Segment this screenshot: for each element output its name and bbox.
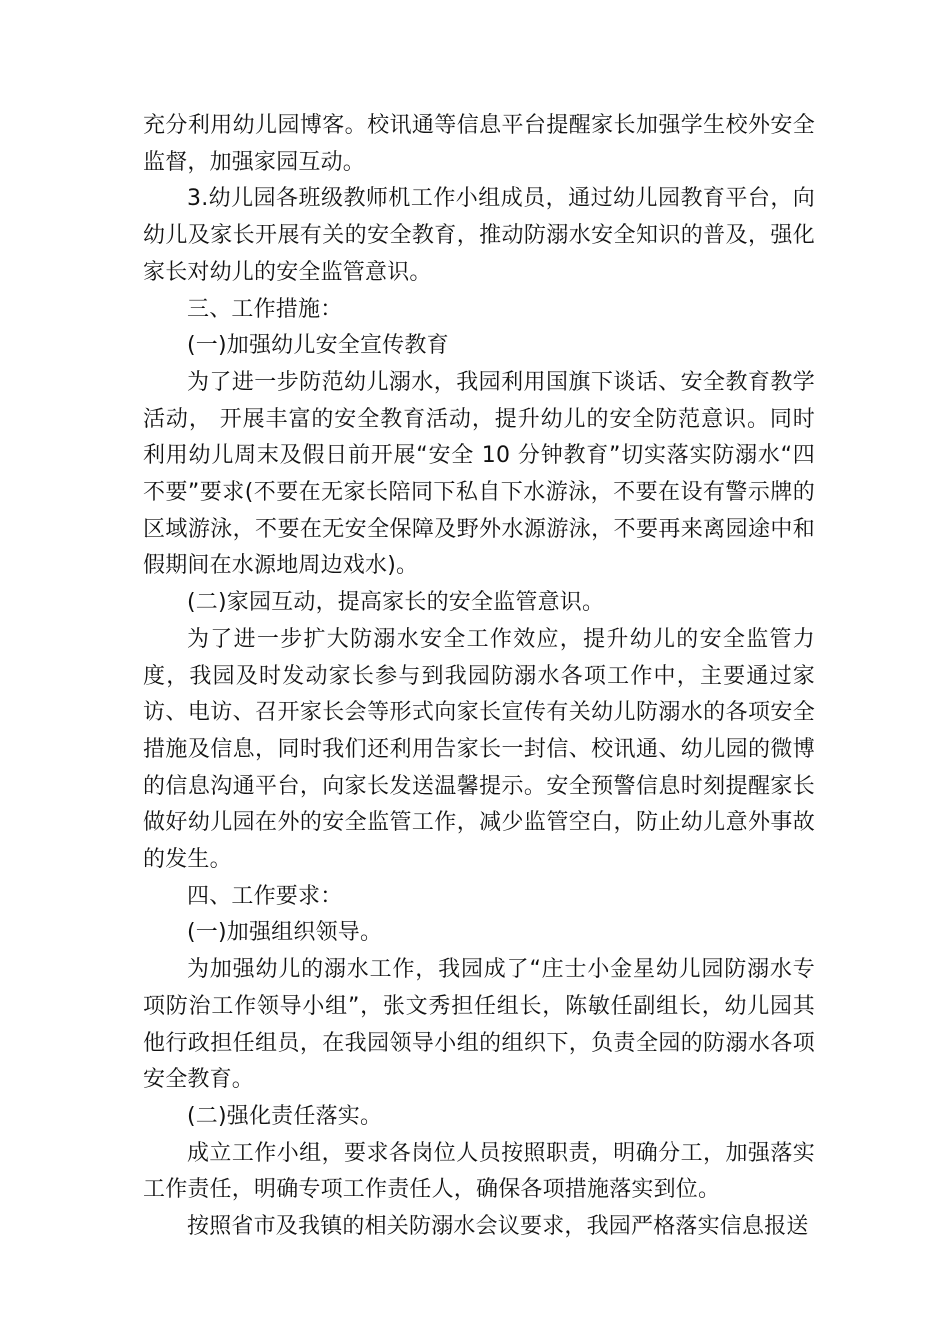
document-body (143, 108, 815, 1246)
paragraph-4-3: 按照省市及我镇的相关防溺水会议要求，我园严格落实信息报送 (187, 1214, 809, 1240)
paragraph-2: 3.幼儿园各班级教师机工作小组成员，通过幼儿园教育平台，向幼儿及家长开展有关的安全教育，推动防溺水安全知识的普及，强化家长对幼儿的安全监管意识。 (143, 186, 815, 285)
subheading-3-2: (二)家园互动，提高家长的安全监管意识。 (187, 590, 605, 616)
section-heading-3: 三、工作措施： (187, 296, 343, 322)
subheading-4-1: (一)加强组织领导。 (187, 920, 383, 946)
paragraph-3-2: 为了进一步扩大防溺水安全工作效应，提升幼儿的安全监管力度，我园及时发动家长参与到我园防溺水各项工作中，主要通过家访、电访、召开家长会等形式向家长宣传有关幼儿防溺水的各项安全措施及信息，同时我们还利用告家长一封信、校讯通、幼儿园的微博的信息沟通平台，向家长发送温馨提示。安全预警信息时刻提醒家长做好幼儿园在外的安全监管工作，减少监管空白，防止幼儿意外事故的发生。 (143, 626, 815, 873)
paragraph-4-1: 为加强幼儿的溺水工作，我园成了“庄士小金星幼儿园防溺水专项防治工作领导小组”，张文秀担任组长，陈敏任副组长，幼儿园其他行政担任组员，在我园领导小组的组织下，负责全园的防溺水各项安全教育。 (143, 957, 815, 1093)
paragraph-4-2: 成立工作小组，要求各岗位人员按照职责，明确分工，加强落实工作责任，明确专项工作责任人，确保各项措施落实到位。 (143, 1140, 815, 1203)
subheading-4-2: (二)强化责任落实。 (187, 1103, 383, 1129)
paragraph-3-1: 为了进一步防范幼儿溺水，我园利用国旗下谈话、安全教育教学活动， 开展丰富的安全教育活动，提升幼儿的安全防范意识。同时利用幼儿周末及假日前开展“安全 10 分钟教育”切实落实防溺水“四不要”要求(不要在无家长陪同下私自下水游泳，不要在设有警示牌的区域游泳，不要在无安全保障及野外水源游泳，不要再来离园途中和假期间在水源地周边戏水)。 (143, 369, 815, 579)
section-heading-4: 四、工作要求： (187, 883, 343, 909)
paragraph-1: 充分利用幼儿园博客。校讯通等信息平台提醒家长加强学生校外安全监督，加强家园互动。 (143, 113, 815, 175)
subheading-3-1: (一)加强幼儿安全宣传教育 (187, 333, 449, 359)
